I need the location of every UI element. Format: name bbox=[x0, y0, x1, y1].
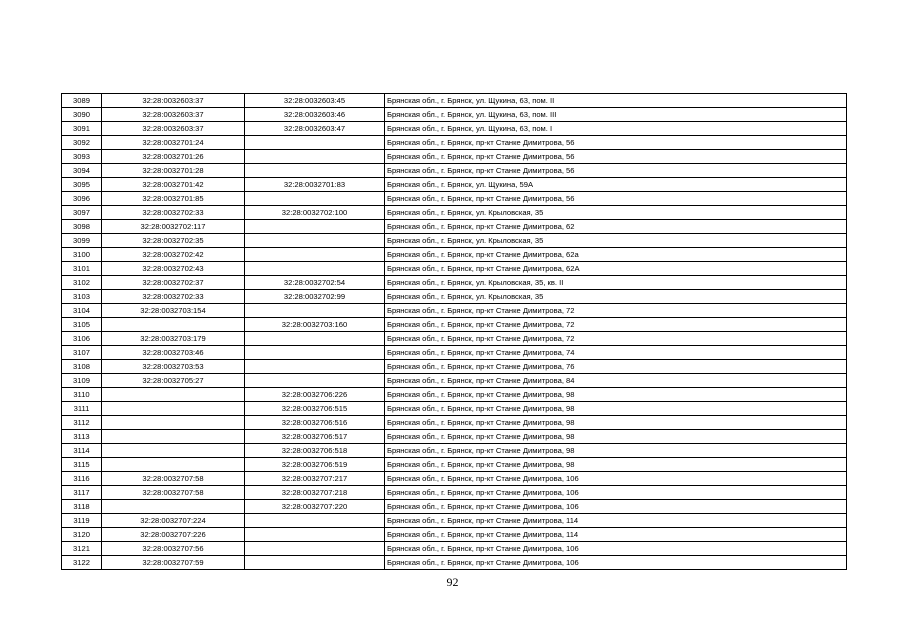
object-number-cell: 32:28:0032603:47 bbox=[245, 122, 385, 136]
cadastral-number-cell bbox=[102, 458, 245, 472]
object-number-cell bbox=[245, 248, 385, 262]
table-row bbox=[62, 500, 847, 514]
address-cell: Брянская обл., г. Брянск, пр-кт Станке Димитрова, 74 bbox=[385, 346, 847, 360]
object-number-cell bbox=[245, 234, 385, 248]
cadastral-number-cell bbox=[102, 416, 245, 430]
row-number-cell: 3113 bbox=[62, 430, 102, 444]
cadastral-number-cell: 32:28:0032701:28 bbox=[102, 164, 245, 178]
object-number-cell bbox=[245, 556, 385, 570]
cadastral-number-cell: 32:28:0032702:43 bbox=[102, 262, 245, 276]
cadastral-number-cell bbox=[102, 444, 245, 458]
address-cell: Брянская обл., г. Брянск, пр-кт Станке Димитрова, 98 bbox=[385, 402, 847, 416]
cadastral-number-cell: 32:28:0032702:37 bbox=[102, 276, 245, 290]
address-cell: Брянская обл., г. Брянск, пр-кт Станке Димитрова, 106 bbox=[385, 556, 847, 570]
row-number-cell: 3116 bbox=[62, 472, 102, 486]
cadastral-number-cell: 32:28:0032701:24 bbox=[102, 136, 245, 150]
object-number-cell: 32:28:0032701:83 bbox=[245, 178, 385, 192]
object-number-cell: 32:28:0032706:226 bbox=[245, 388, 385, 402]
address-cell: Брянская обл., г. Брянск, пр-кт Станке Димитрова, 56 bbox=[385, 150, 847, 164]
cadastral-number-cell: 32:28:0032702:117 bbox=[102, 220, 245, 234]
table-row bbox=[62, 94, 847, 108]
address-cell: Брянская обл., г. Брянск, пр-кт Станке Димитрова, 56 bbox=[385, 136, 847, 150]
row-number-cell: 3100 bbox=[62, 248, 102, 262]
address-cell: Брянская обл., г. Брянск, пр-кт Станке Димитрова, 98 bbox=[385, 444, 847, 458]
table-row bbox=[62, 374, 847, 388]
object-number-cell: 32:28:0032603:45 bbox=[245, 94, 385, 108]
address-cell: Брянская обл., г. Брянск, пр-кт Станке Димитрова, 106 bbox=[385, 486, 847, 500]
object-number-cell: 32:28:0032706:516 bbox=[245, 416, 385, 430]
table-row bbox=[62, 542, 847, 556]
address-cell: Брянская обл., г. Брянск, пр-кт Станке Димитрова, 114 bbox=[385, 514, 847, 528]
cadastral-number-cell: 32:28:0032707:224 bbox=[102, 514, 245, 528]
address-cell: Брянская обл., г. Брянск, ул. Щукина, 59А bbox=[385, 178, 847, 192]
cadastral-number-cell: 32:28:0032703:46 bbox=[102, 346, 245, 360]
address-cell: Брянская обл., г. Брянск, ул. Щукина, 63, пом. I bbox=[385, 122, 847, 136]
cadastral-number-cell: 32:28:0032701:85 bbox=[102, 192, 245, 206]
address-cell: Брянская обл., г. Брянск, пр-кт Станке Димитрова, 72 bbox=[385, 332, 847, 346]
object-number-cell: 32:28:0032702:54 bbox=[245, 276, 385, 290]
object-number-cell bbox=[245, 304, 385, 318]
address-cell: Брянская обл., г. Брянск, пр-кт Станке Димитрова, 106 bbox=[385, 542, 847, 556]
object-number-cell bbox=[245, 514, 385, 528]
table-row bbox=[62, 122, 847, 136]
row-number-cell: 3093 bbox=[62, 150, 102, 164]
object-number-cell: 32:28:0032703:160 bbox=[245, 318, 385, 332]
object-number-cell bbox=[245, 150, 385, 164]
row-number-cell: 3104 bbox=[62, 304, 102, 318]
address-cell: Брянская обл., г. Брянск, ул. Щукина, 63, пом. II bbox=[385, 94, 847, 108]
table-row bbox=[62, 234, 847, 248]
address-cell: Брянская обл., г. Брянск, пр-кт Станке Димитрова, 98 bbox=[385, 458, 847, 472]
object-number-cell bbox=[245, 360, 385, 374]
cadastral-number-cell: 32:28:0032702:42 bbox=[102, 248, 245, 262]
cadastral-number-cell: 32:28:0032603:37 bbox=[102, 122, 245, 136]
table-row bbox=[62, 556, 847, 570]
row-number-cell: 3092 bbox=[62, 136, 102, 150]
row-number-cell: 3107 bbox=[62, 346, 102, 360]
address-cell: Брянская обл., г. Брянск, пр-кт Станке Димитрова, 114 bbox=[385, 528, 847, 542]
address-cell: Брянская обл., г. Брянск, пр-кт Станке Димитрова, 62А bbox=[385, 262, 847, 276]
row-number-cell: 3121 bbox=[62, 542, 102, 556]
table-row bbox=[62, 150, 847, 164]
cadastral-number-cell bbox=[102, 388, 245, 402]
address-cell: Брянская обл., г. Брянск, пр-кт Станке Димитрова, 62а bbox=[385, 248, 847, 262]
row-number-cell: 3119 bbox=[62, 514, 102, 528]
cadastral-number-cell: 32:28:0032707:56 bbox=[102, 542, 245, 556]
table-row bbox=[62, 276, 847, 290]
row-number-cell: 3118 bbox=[62, 500, 102, 514]
cadastral-number-cell: 32:28:0032703:154 bbox=[102, 304, 245, 318]
row-number-cell: 3108 bbox=[62, 360, 102, 374]
table-row bbox=[62, 402, 847, 416]
object-number-cell bbox=[245, 528, 385, 542]
object-number-cell bbox=[245, 374, 385, 388]
address-cell: Брянская обл., г. Брянск, пр-кт Станке Димитрова, 72 bbox=[385, 304, 847, 318]
table-row bbox=[62, 290, 847, 304]
object-number-cell bbox=[245, 192, 385, 206]
cadastral-number-cell: 32:28:0032707:58 bbox=[102, 486, 245, 500]
cadastral-number-cell: 32:28:0032603:37 bbox=[102, 108, 245, 122]
table-row bbox=[62, 220, 847, 234]
row-number-cell: 3102 bbox=[62, 276, 102, 290]
table-row bbox=[62, 164, 847, 178]
address-cell: Брянская обл., г. Брянск, пр-кт Станке Димитрова, 106 bbox=[385, 500, 847, 514]
table-row bbox=[62, 318, 847, 332]
row-number-cell: 3094 bbox=[62, 164, 102, 178]
address-cell: Брянская обл., г. Брянск, пр-кт Станке Димитрова, 72 bbox=[385, 318, 847, 332]
cadastral-number-cell: 32:28:0032703:179 bbox=[102, 332, 245, 346]
address-cell: Брянская обл., г. Брянск, пр-кт Станке Димитрова, 56 bbox=[385, 164, 847, 178]
object-number-cell: 32:28:0032702:99 bbox=[245, 290, 385, 304]
object-number-cell: 32:28:0032603:46 bbox=[245, 108, 385, 122]
cadastral-number-cell: 32:28:0032707:226 bbox=[102, 528, 245, 542]
row-number-cell: 3106 bbox=[62, 332, 102, 346]
row-number-cell: 3103 bbox=[62, 290, 102, 304]
table-row bbox=[62, 136, 847, 150]
object-number-cell: 32:28:0032706:518 bbox=[245, 444, 385, 458]
table-body bbox=[62, 94, 847, 570]
row-number-cell: 3097 bbox=[62, 206, 102, 220]
row-number-cell: 3105 bbox=[62, 318, 102, 332]
table-row bbox=[62, 178, 847, 192]
cadastral-number-cell: 32:28:0032603:37 bbox=[102, 94, 245, 108]
row-number-cell: 3101 bbox=[62, 262, 102, 276]
cadastral-number-cell: 32:28:0032701:26 bbox=[102, 150, 245, 164]
table-row bbox=[62, 430, 847, 444]
cadastral-number-cell bbox=[102, 318, 245, 332]
cadastral-table bbox=[61, 93, 847, 570]
object-number-cell bbox=[245, 220, 385, 234]
row-number-cell: 3099 bbox=[62, 234, 102, 248]
cadastral-number-cell: 32:28:0032702:33 bbox=[102, 206, 245, 220]
object-number-cell: 32:28:0032707:218 bbox=[245, 486, 385, 500]
table-row bbox=[62, 360, 847, 374]
table-row bbox=[62, 444, 847, 458]
cadastral-number-cell bbox=[102, 430, 245, 444]
table-row bbox=[62, 332, 847, 346]
cadastral-number-cell: 32:28:0032702:33 bbox=[102, 290, 245, 304]
cadastral-number-cell: 32:28:0032705:27 bbox=[102, 374, 245, 388]
address-cell: Брянская обл., г. Брянск, пр-кт Станке Димитрова, 98 bbox=[385, 416, 847, 430]
object-number-cell: 32:28:0032706:519 bbox=[245, 458, 385, 472]
object-number-cell: 32:28:0032707:217 bbox=[245, 472, 385, 486]
object-number-cell bbox=[245, 542, 385, 556]
row-number-cell: 3115 bbox=[62, 458, 102, 472]
row-number-cell: 3091 bbox=[62, 122, 102, 136]
table-row bbox=[62, 192, 847, 206]
object-number-cell bbox=[245, 346, 385, 360]
row-number-cell: 3122 bbox=[62, 556, 102, 570]
address-cell: Брянская обл., г. Брянск, пр-кт Станке Димитрова, 76 bbox=[385, 360, 847, 374]
cadastral-number-cell: 32:28:0032707:59 bbox=[102, 556, 245, 570]
address-cell: Брянская обл., г. Брянск, пр-кт Станке Димитрова, 56 bbox=[385, 192, 847, 206]
cadastral-number-cell: 32:28:0032707:58 bbox=[102, 472, 245, 486]
address-cell: Брянская обл., г. Брянск, ул. Крыловская, 35 bbox=[385, 290, 847, 304]
object-number-cell bbox=[245, 262, 385, 276]
row-number-cell: 3117 bbox=[62, 486, 102, 500]
cadastral-number-cell bbox=[102, 402, 245, 416]
cadastral-number-cell: 32:28:0032701:42 bbox=[102, 178, 245, 192]
page-number: 92 bbox=[446, 575, 459, 589]
object-number-cell bbox=[245, 164, 385, 178]
table-row bbox=[62, 262, 847, 276]
object-number-cell: 32:28:0032702:100 bbox=[245, 206, 385, 220]
row-number-cell: 3120 bbox=[62, 528, 102, 542]
table-row bbox=[62, 248, 847, 262]
address-cell: Брянская обл., г. Брянск, пр-кт Станке Димитрова, 62 bbox=[385, 220, 847, 234]
table-row bbox=[62, 346, 847, 360]
table-row bbox=[62, 206, 847, 220]
row-number-cell: 3112 bbox=[62, 416, 102, 430]
table-row bbox=[62, 472, 847, 486]
object-number-cell bbox=[245, 136, 385, 150]
row-number-cell: 3111 bbox=[62, 402, 102, 416]
row-number-cell: 3110 bbox=[62, 388, 102, 402]
address-cell: Брянская обл., г. Брянск, пр-кт Станке Димитрова, 84 bbox=[385, 374, 847, 388]
table-row bbox=[62, 458, 847, 472]
address-cell: Брянская обл., г. Брянск, пр-кт Станке Димитрова, 98 bbox=[385, 430, 847, 444]
address-cell: Брянская обл., г. Брянск, ул. Крыловская, 35, кв. II bbox=[385, 276, 847, 290]
row-number-cell: 3090 bbox=[62, 108, 102, 122]
row-number-cell: 3096 bbox=[62, 192, 102, 206]
cadastral-number-cell bbox=[102, 500, 245, 514]
row-number-cell: 3098 bbox=[62, 220, 102, 234]
table-row bbox=[62, 416, 847, 430]
cadastral-number-cell: 32:28:0032702:35 bbox=[102, 234, 245, 248]
row-number-cell: 3114 bbox=[62, 444, 102, 458]
address-cell: Брянская обл., г. Брянск, пр-кт Станке Димитрова, 106 bbox=[385, 472, 847, 486]
object-number-cell bbox=[245, 332, 385, 346]
table-row bbox=[62, 388, 847, 402]
address-cell: Брянская обл., г. Брянск, ул. Крыловская, 35 bbox=[385, 206, 847, 220]
row-number-cell: 3089 bbox=[62, 94, 102, 108]
table-row bbox=[62, 514, 847, 528]
table-row bbox=[62, 486, 847, 500]
table-row bbox=[62, 528, 847, 542]
row-number-cell: 3109 bbox=[62, 374, 102, 388]
object-number-cell: 32:28:0032706:517 bbox=[245, 430, 385, 444]
object-number-cell: 32:28:0032706:515 bbox=[245, 402, 385, 416]
address-cell: Брянская обл., г. Брянск, пр-кт Станке Димитрова, 98 bbox=[385, 388, 847, 402]
object-number-cell: 32:28:0032707:220 bbox=[245, 500, 385, 514]
row-number-cell: 3095 bbox=[62, 178, 102, 192]
address-cell: Брянская обл., г. Брянск, ул. Щукина, 63, пом. III bbox=[385, 108, 847, 122]
address-cell: Брянская обл., г. Брянск, ул. Крыловская, 35 bbox=[385, 234, 847, 248]
table-row bbox=[62, 304, 847, 318]
table-row bbox=[62, 108, 847, 122]
cadastral-number-cell: 32:28:0032703:53 bbox=[102, 360, 245, 374]
